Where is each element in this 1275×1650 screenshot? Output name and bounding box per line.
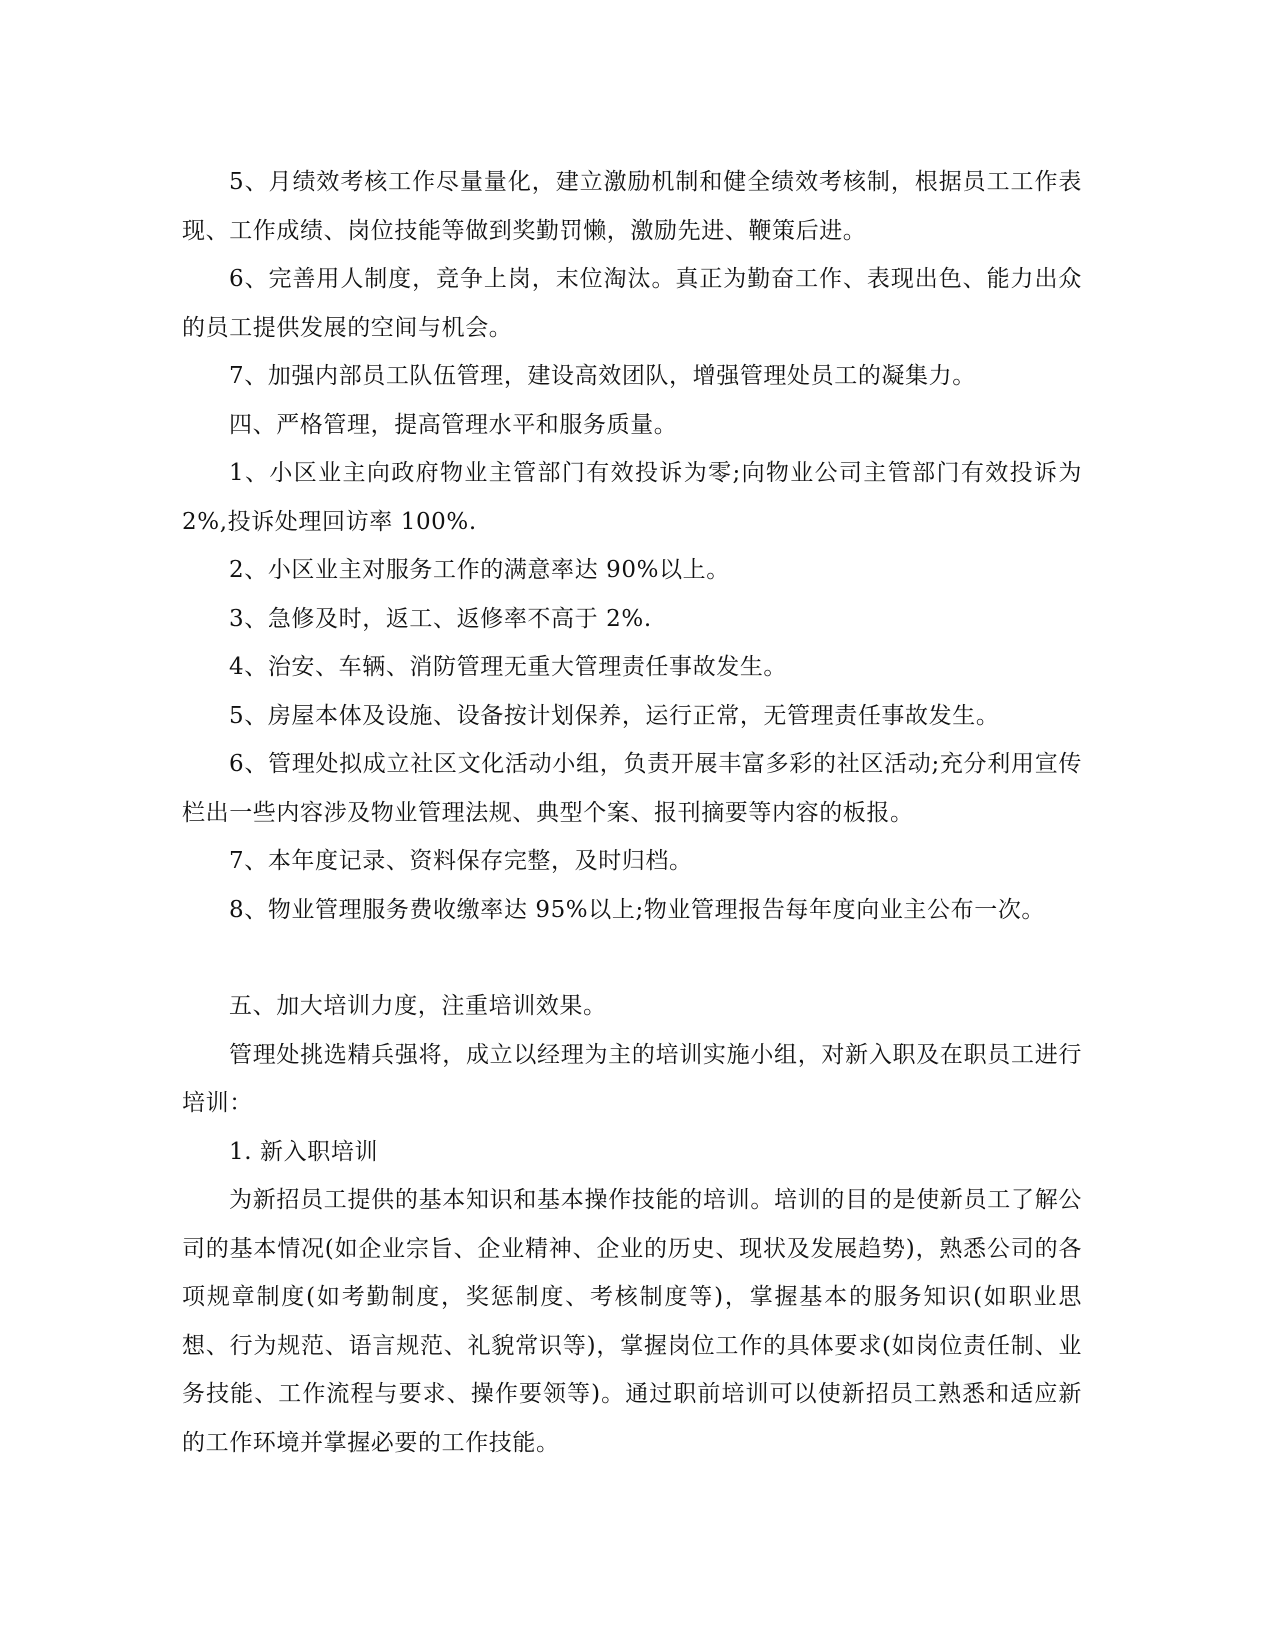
section-heading: 五、加大培训力度，注重培训效果。 xyxy=(229,993,607,1019)
paragraph: 3、急修及时，返工、返修率不高于 2%. xyxy=(229,605,652,632)
paragraph: 管理处挑选精兵强将，成立以经理为主的培训实施小组，对新入职及在职员工进行培训： xyxy=(182,1041,1082,1116)
paragraph: 5、房屋本体及设施、设备按计划保养，运行正常，无管理责任事故发生。 xyxy=(229,702,1000,729)
paragraph: 8、物业管理服务费收缴率达 95%以上;物业管理报告每年度向业主公布一次。 xyxy=(229,896,1046,923)
document-page xyxy=(182,158,1082,1467)
paragraph: 1、小区业主向政府物业主管部门有效投诉为零;向物业公司主管部门有效投诉为 2%,投诉处理回访率 100%. xyxy=(182,460,1082,535)
paragraph: 5、月绩效考核工作尽量量化，建立激励机制和健全绩效考核制，根据员工工作表现、工作成绩、岗位技能等做到奖勤罚懒，激励先进、鞭策后进。 xyxy=(182,169,1082,244)
paragraph: 6、管理处拟成立社区文化活动小组，负责开展丰富多彩的社区活动;充分利用宣传栏出一些内容涉及物业管理法规、典型个案、报刊摘要等内容的板报。 xyxy=(182,751,1082,826)
paragraph: 2、小区业主对服务工作的满意率达 90%以上。 xyxy=(229,557,730,583)
subsection-heading: 1. 新入职培训 xyxy=(229,1138,379,1165)
paragraph: 7、加强内部员工队伍管理，建设高效团队，增强管理处员工的凝集力。 xyxy=(229,363,976,389)
paragraph: 为新招员工提供的基本知识和基本操作技能的培训。培训的目的是使新员工了解公司的基本情况(如企业宗旨、企业精神、企业的历史、现状及发展趋势)，熟悉公司的各项规章制度(如考勤制度，奖惩制度、考核制度等)，掌握基本的服务知识(如职业思想、行为规范、语言规范、礼貌常识等)，掌握岗位工作的具体要求(如岗位责任制、业务技能、工作流程与要求、操作要领等)。通过职前培训可以使新招员工熟悉和适应新的工作环境并掌握必要的工作技能。 xyxy=(182,1187,1082,1456)
blank-line xyxy=(182,934,1082,982)
section-heading: 四、严格管理，提高管理水平和服务质量。 xyxy=(229,411,678,438)
paragraph: 7、本年度记录、资料保存完整，及时归档。 xyxy=(229,848,693,874)
paragraph: 4、治安、车辆、消防管理无重大管理责任事故发生。 xyxy=(229,654,788,680)
paragraph: 6、完善用人制度，竞争上岗，末位淘汰。真正为勤奋工作、表现出色、能力出众的员工提供发展的空间与机会。 xyxy=(182,266,1082,341)
